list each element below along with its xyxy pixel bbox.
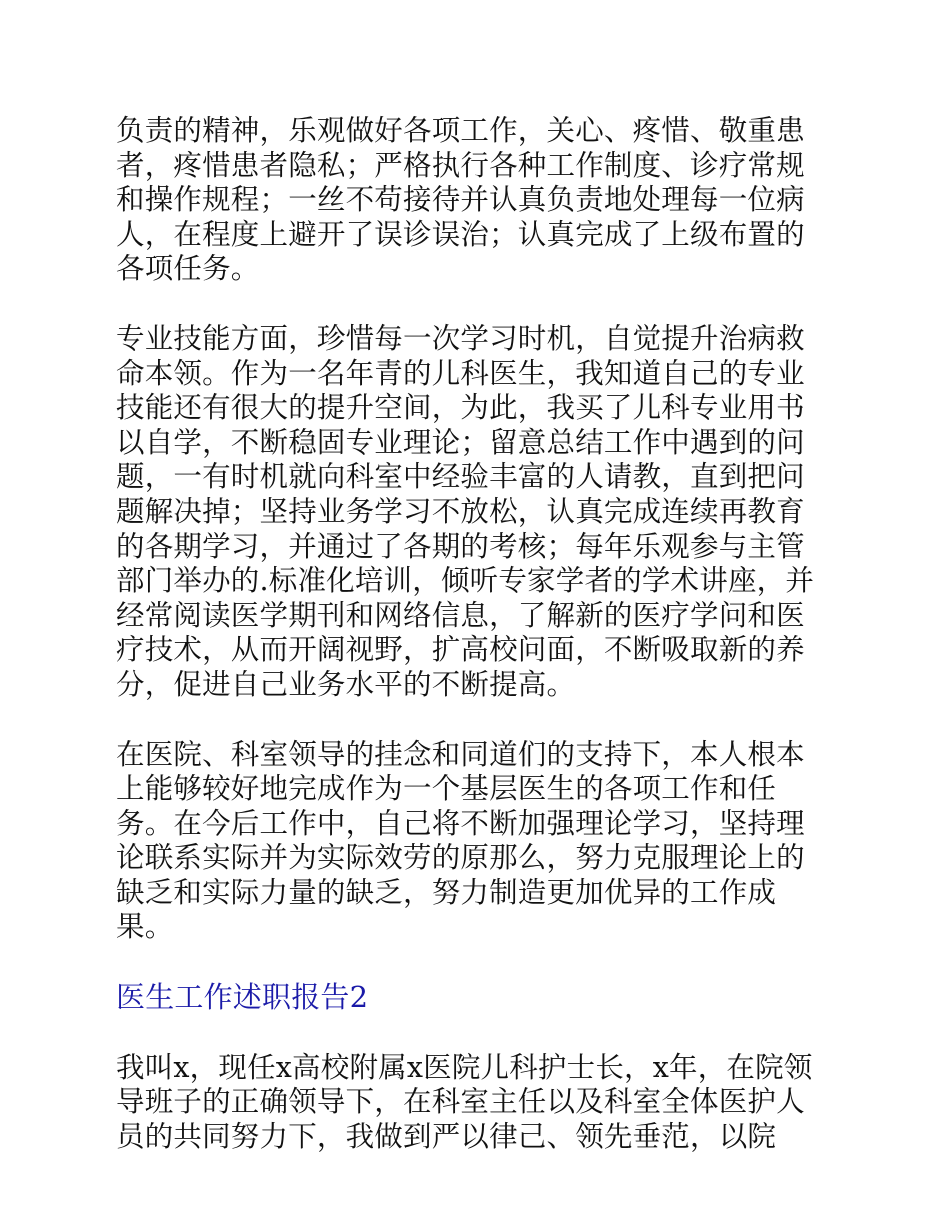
paragraph-professional-skills: 专业技能方面，珍惜每一次学习时机，自觉提升治病救命本领。作为一名年青的儿科医生，我知道自己的专业技能还有很大的提升空间，为此，我买了儿科专业用书以自学，不断稳固专业理论；留意总结工作中遇到的问题，一有时机就向科室中经验丰富的人请教，直到把问题解决掉；坚持业务学习不放松，认真完成连续再教育的各期学习，并通过了各期的考核；每年乐观参与主管部门举办的.标准化培训，倾听专家学者的学术讲座，并经常阅读医学期刊和网络信息，了解新的医疗学问和医疗技术，从而开阔视野，扩高校问面，不断吸取新的养分，促进自己业务水平的不断提高。 (116, 321, 815, 701)
paragraph-conclusion: 在医院、科室领导的挂念和同道们的支持下，本人根本上能够较好地完成作为一个基层医生的各项工作和任务。在今后工作中，自己将不断加强理论学习，坚持理论联系实际并为实际效劳的原那么，努力克服理论上的缺乏和实际力量的缺乏，努力制造更加优异的工作成果。 (116, 737, 805, 944)
paragraph-introduction: 我叫x，现任x高校附属x医院儿科护士长，x年，在院领导班子的正确领导下，在科室主任以及科室全体医护人员的共同努力下，我做到严以律己、领先垂范，以院 (116, 1050, 813, 1153)
document-body (116, 114, 828, 1154)
paragraph-responsibility: 负责的精神，乐观做好各项工作，关心、疼惜、敬重患者，疼惜患者隐私；严格执行各种工作制度、诊疗常规和操作规程；一丝不苟接待并认真负责地处理每一位病人，在程度上避开了误诊误治；认真完成了上级布置的各项任务。 (116, 114, 805, 286)
section-heading: 医生工作述职报告2 (116, 980, 369, 1015)
